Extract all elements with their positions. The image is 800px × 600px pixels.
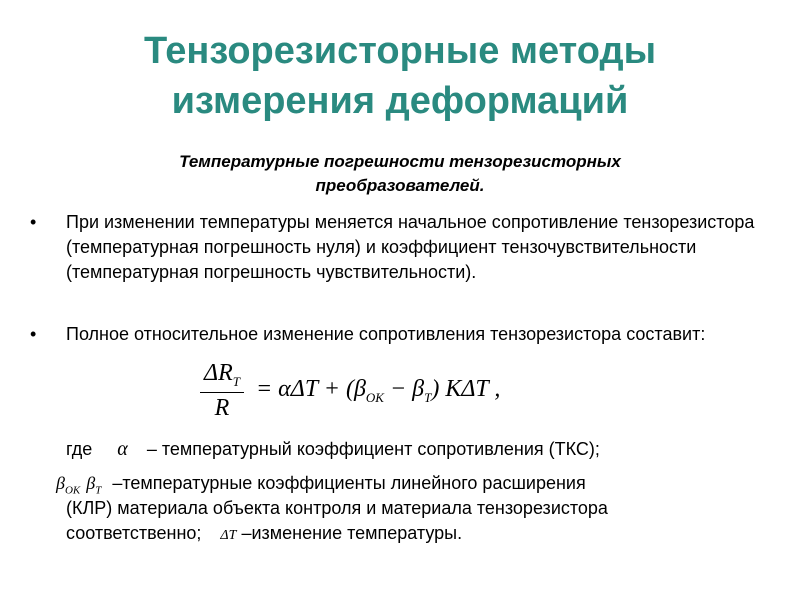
beta-ok-symbol: $\beta_{ОК}$ (56, 473, 81, 497)
alpha-symbol: α (117, 438, 128, 460)
beta-description: –температурные коэффициенты линейного расширения (112, 473, 586, 493)
formula-rhs: = $\alpha\Delta T + (\beta_{ОК} - \beta_T)$ KΔT , (255, 376, 501, 405)
bullet-marker: • (30, 212, 37, 232)
title-line-2: измерения деформаций (171, 80, 629, 122)
bullet-text: При изменении температуры меняется начальное сопротивление тензорезистора (температурная погрешность нуля) и коэффициент тензочувствительности (температурная погрешность чувствительности). (66, 212, 755, 282)
delta-t-symbol: ΔT (220, 528, 237, 543)
beta-description-line-2: (КЛР) материала объекта контроля и материала тензорезистора (66, 498, 608, 518)
where-label: где (66, 439, 93, 459)
beta-t-symbol: $\beta_Т$ (86, 473, 102, 497)
title-line-1: Тензорезисторные методы (143, 30, 657, 72)
subtitle-line-2: преобразователей. (315, 176, 485, 195)
delta-t-definition (66, 521, 462, 548)
delta-t-description: –изменение температуры. (241, 523, 463, 543)
formula-numerator: $\Delta R_T$ (200, 360, 244, 393)
formula-denominator: R (214, 394, 230, 421)
bullet-text: Полное относительное изменение сопротивления тензорезистора составит: (66, 324, 706, 344)
formula (200, 360, 500, 422)
bullet-marker: • (30, 324, 37, 344)
alpha-definition (66, 437, 600, 462)
respectively-label: соответственно; (66, 523, 202, 543)
formula-fraction (200, 360, 244, 422)
slide-title (0, 26, 800, 126)
subtitle-line-1: Температурные погрешности тензорезисторных (179, 152, 621, 171)
alpha-description: – температурный коэффициент сопротивления (ТКС); (146, 439, 600, 459)
slide-subtitle (95, 150, 705, 198)
